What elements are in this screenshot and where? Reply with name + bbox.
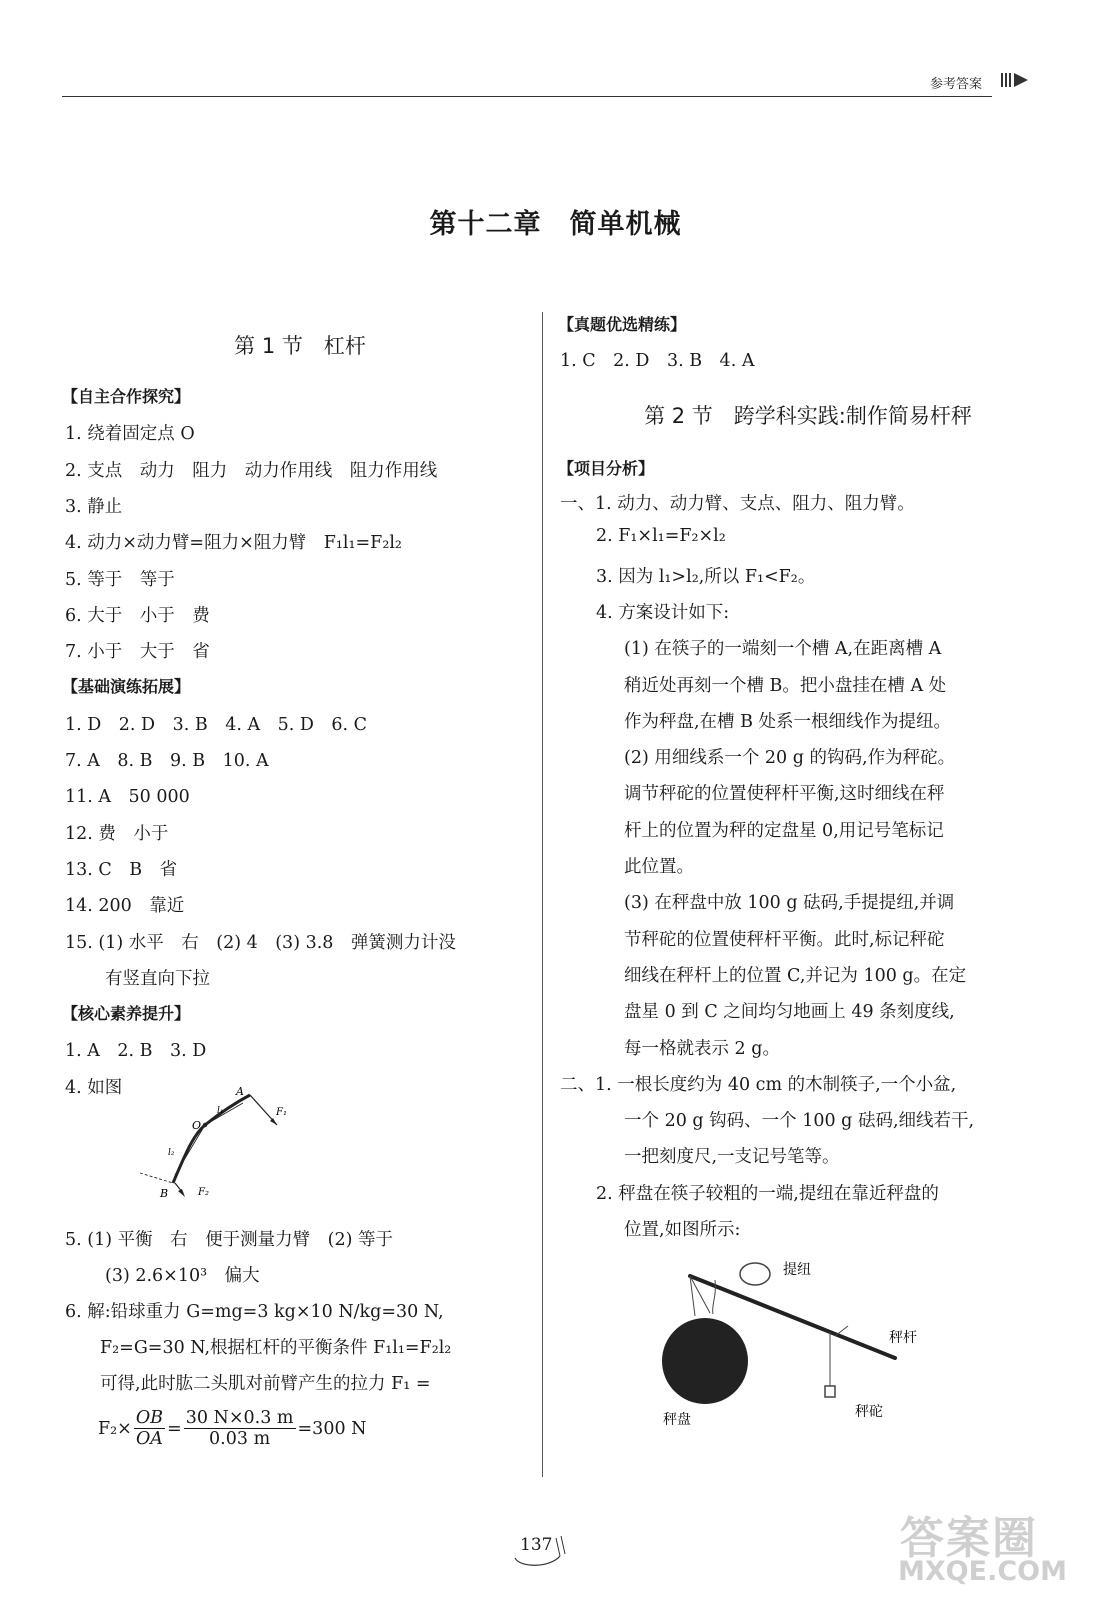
formula-lead: F₂× (98, 1418, 132, 1439)
formula-equals: = (167, 1418, 182, 1439)
label-chenggan: 秤杆 (889, 1330, 917, 1346)
answer-line: 6. 大于 小于 费 (65, 605, 210, 626)
q6-line-3: 可得,此时肱二头肌对前臂产生的拉力 F₁ = (100, 1374, 431, 1394)
fraction-denominator: 0.03 m (209, 1429, 271, 1449)
label-a: A (236, 1085, 244, 1098)
answer-line: 1. D 2. D 3. B 4. A 5. D 6. C (65, 714, 368, 735)
answer-line: 此位置。 (624, 857, 694, 877)
chengtuo-weight (825, 1386, 835, 1397)
answer-line: 细线在秤杆上的位置 C,并记为 100 g。在定 (624, 965, 967, 986)
tag-xiangmu: 【项目分析】 (558, 459, 655, 478)
label-chengtuo: 秤砣 (855, 1404, 883, 1420)
answer-line: 4. 如图 (65, 1077, 123, 1098)
answer-line: 2. F₁×l₁=F₂×l₂ (596, 526, 726, 547)
answer-line: 杆上的位置为秤的定盘星 0,用记号笔标记 (624, 820, 944, 841)
answer-line: 盘星 0 到 C 之间均匀地画上 49 条刻度线, (624, 1002, 955, 1023)
chengpan-disk (662, 1318, 748, 1404)
fraction-values (184, 1408, 296, 1449)
answer-line: 一个 20 g 钩码、一个 100 g 砝码,细线若干, (624, 1111, 975, 1132)
header-rule (62, 96, 992, 97)
fulcrum-point (203, 1123, 207, 1127)
section-1-title: 第 1 节 杠杆 (234, 334, 366, 358)
label-l2: l₂ (168, 1148, 175, 1158)
answer-line: 14. 200 靠近 (65, 896, 185, 917)
fraction-oa: OA (135, 1429, 163, 1449)
zhenti-answers: 1. C 2. D 3. B 4. A (560, 351, 755, 371)
q6-line-1: 6. 解:铅球重力 G=mg=3 kg×10 N/kg=30 N, (65, 1302, 444, 1322)
answer-line: 3. 静止 (65, 496, 123, 517)
page-number: 137 (520, 1535, 553, 1555)
section-2-title: 第 2 节 跨学科实践:制作简易杆秤 (644, 404, 972, 428)
answer-line: 15. (1) 水平 右 (2) 4 (3) 3.8 弹簧测力计没 (65, 932, 456, 953)
lever-diagram (135, 1085, 305, 1205)
answer-line: 5. 等于 等于 (65, 569, 175, 590)
extension-dashed-line (140, 1173, 173, 1183)
answer-line: 7. A 8. B 9. B 10. A (65, 751, 269, 771)
fraction-ob-oa (134, 1408, 165, 1449)
section-tag: 【基础演练拓展】 (62, 677, 191, 697)
answer-line: 13. C B 省 (65, 859, 178, 880)
lever-arm (173, 1095, 250, 1183)
answer-line: 4. 方案设计如下: (596, 602, 730, 623)
answer-line: 作为秤盘,在槽 B 处系一根细线作为提纽。 (624, 711, 952, 732)
q5-line-1: 5. (1) 平衡 右 便于测量力臂 (2) 等于 (65, 1230, 393, 1250)
arm-l2-line (175, 1125, 205, 1175)
answer-line: 稍近处再刻一个槽 B。把小盘挂在槽 A 处 (624, 675, 947, 696)
steelyard-diagram (655, 1258, 955, 1438)
answer-line: 二、1. 一根长度约为 40 cm 的木制筷子,一个小盆, (560, 1074, 957, 1095)
force-f2-arrow (178, 1189, 185, 1197)
label-f1: F₁ (276, 1107, 287, 1118)
answer-line: 一、1. 动力、动力臂、支点、阻力、阻力臂。 (560, 494, 915, 514)
label-b: B (160, 1187, 169, 1200)
answer-line: 每一格就表示 2 g。 (624, 1038, 780, 1059)
q6-line-2: F₂=G=30 N,根据杠杆的平衡条件 F₁l₁=F₂l₂ (100, 1338, 452, 1358)
answer-line: (2) 用细线系一个 20 g 的钩码,作为秤砣。 (624, 748, 956, 769)
answer-line: 1. 绕着固定点 O (65, 424, 195, 445)
label-chengpan: 秤盘 (663, 1412, 691, 1428)
q5-line-2: (3) 2.6×10³ 偏大 (105, 1266, 260, 1286)
answer-line: 3. 因为 l₁>l₂,所以 F₁<F₂。 (596, 566, 816, 587)
fraction-ob: OB (135, 1408, 164, 1428)
answer-line: 7. 小于 大于 省 (65, 642, 210, 663)
answer-line: (3) 在秤盘中放 100 g 砝码,手提提纽,并调 (624, 893, 955, 914)
answer-line: 11. A 50 000 (65, 787, 190, 808)
tiniu-loop (740, 1263, 770, 1285)
answer-line: (1) 在筷子的一端刻一个槽 A,在距离槽 A (624, 639, 942, 660)
answer-line: 2. 秤盘在筷子较粗的一端,提纽在靠近秤盘的 (596, 1183, 939, 1204)
watermark-top: 答案圈 (900, 1513, 1038, 1564)
answer-line: 一把刻度尺,一支记号笔等。 (624, 1147, 840, 1168)
answer-line: 1. A 2. B 3. D (65, 1041, 207, 1062)
answer-line: 4. 动力×动力臂=阻力×阻力臂 F₁l₁=F₂l₂ (65, 533, 402, 554)
section-tag: 【核心素养提升】 (62, 1004, 191, 1024)
label-l1: l₁ (217, 1106, 224, 1116)
answer-line: 位置,如图所示: (624, 1220, 741, 1240)
label-f2: F₂ (198, 1187, 209, 1198)
section-tag: 【自主合作探究】 (62, 387, 191, 406)
answer-line: 2. 支点 动力 阻力 动力作用线 阻力作用线 (65, 460, 438, 481)
answer-line: 12. 费 小于 (65, 823, 169, 844)
watermark-bottom: MXQE.COM (898, 1556, 1067, 1587)
pan-string-1 (690, 1276, 695, 1316)
label-tiniu: 提纽 (783, 1262, 811, 1278)
arm-l1-line (205, 1103, 243, 1125)
q6-formula (98, 1408, 366, 1449)
answer-line: 节秤砣的位置使秤杆平衡。此时,标记秤砣 (624, 929, 945, 950)
header-label: 参考答案 (930, 77, 983, 92)
formula-result: =300 N (297, 1418, 367, 1439)
answer-line: 有竖直向下拉 (105, 968, 210, 989)
chapter-title: 第十二章 简单机械 (429, 209, 682, 240)
tag-zhenti: 【真题优选精练】 (558, 315, 687, 334)
header-arrow-icon (1000, 71, 1032, 89)
fraction-numerator: 30 N×0.3 m (185, 1408, 294, 1428)
column-divider (542, 312, 543, 1477)
label-o: O (192, 1119, 202, 1132)
answer-line: 调节秤砣的位置使秤杆平衡,这时细线在秤 (624, 784, 945, 805)
